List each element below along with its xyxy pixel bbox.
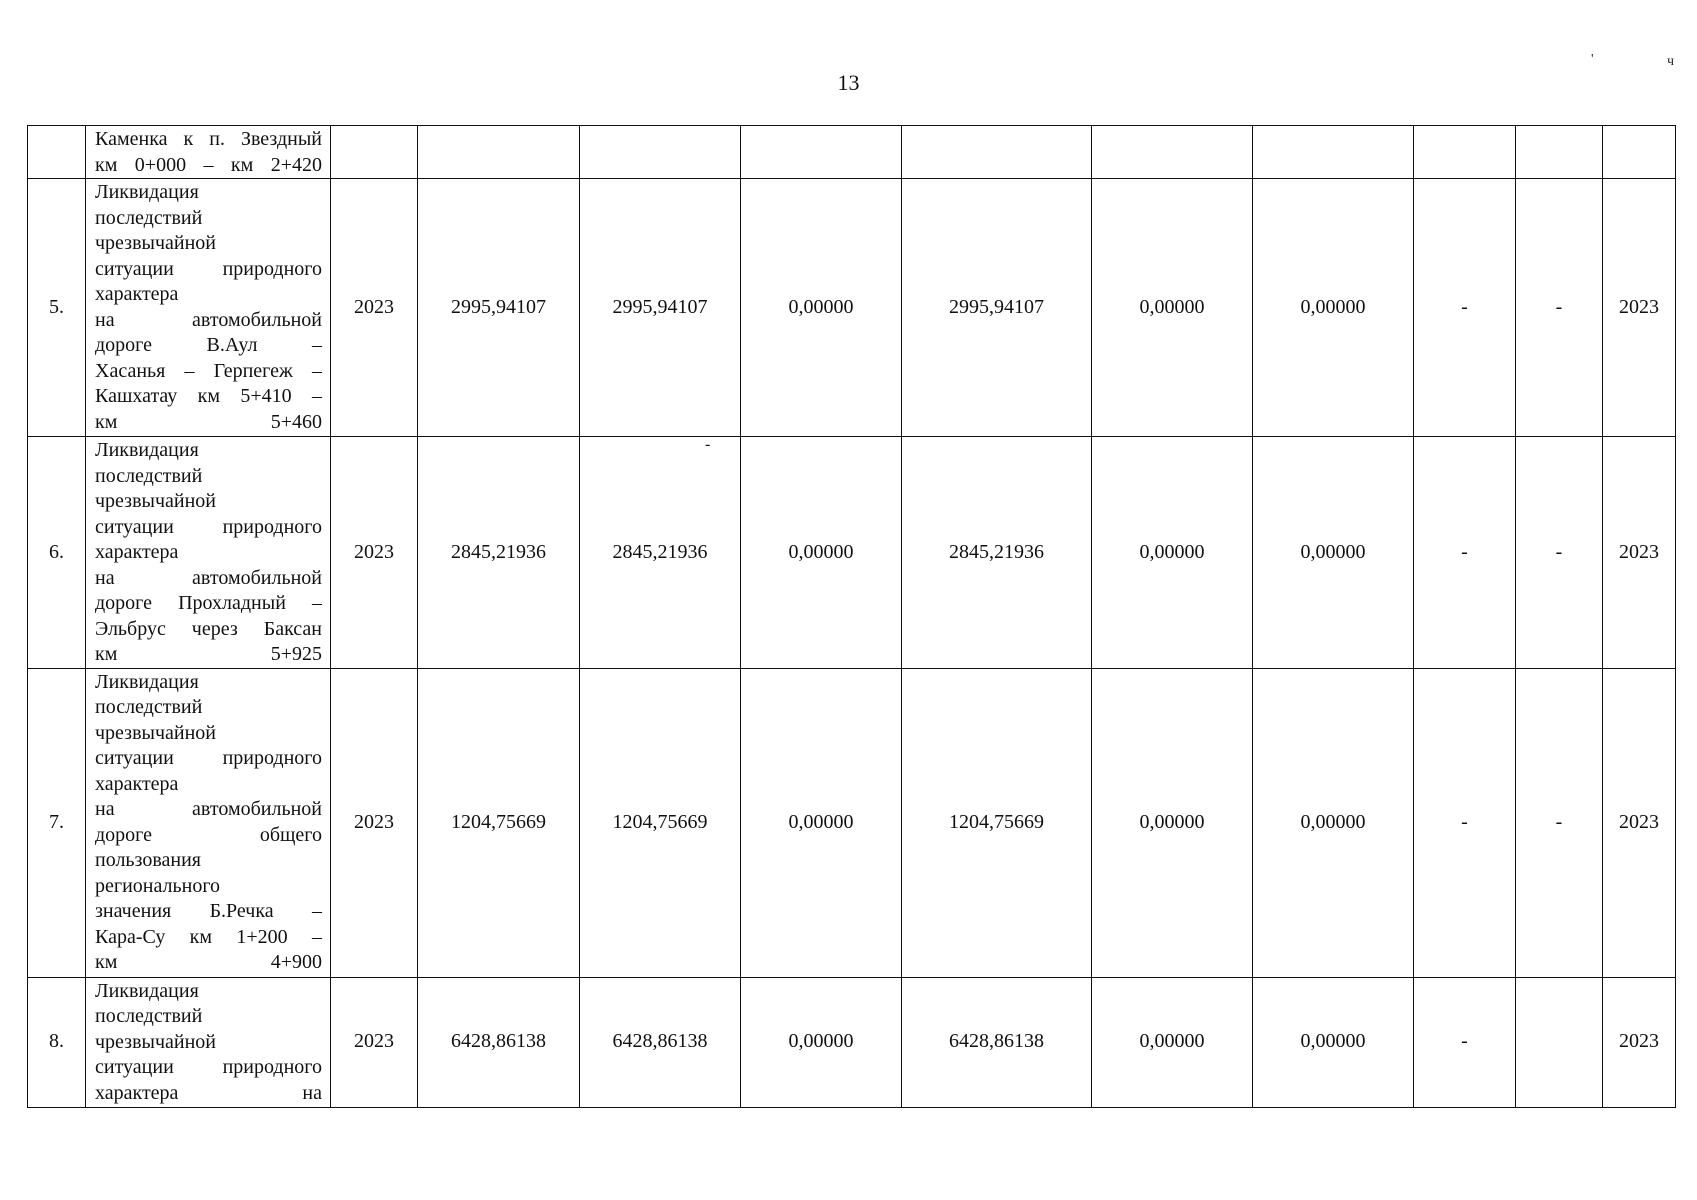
value-cell-col5 [902, 126, 1092, 179]
row-number: 8. [28, 977, 86, 1107]
description-line: дороге В.Аул – [95, 334, 322, 356]
description-line: км 0+000 – км 2+420 [95, 153, 322, 176]
table-row [28, 437, 1676, 669]
total-amount-cell: 6428,86138 [418, 977, 580, 1107]
value-cell-col7: 0,00000 [1253, 437, 1414, 669]
value-cell-col3: 2995,94107 [580, 179, 741, 437]
value-cell-col9 [1516, 977, 1603, 1107]
description-line: на автомобильной [95, 308, 322, 331]
description-line: Ликвидация [95, 181, 199, 203]
description-line: ситуации природного [95, 747, 322, 769]
description-line: чрезвычайной [95, 232, 217, 254]
end-year-cell: 2023 [1603, 179, 1676, 437]
description-line: Ликвидация [95, 439, 199, 461]
description-line: чрезвычайной [95, 490, 217, 512]
end-year-cell [1603, 126, 1676, 179]
description-line: км 5+460 [95, 410, 322, 433]
value-cell-col4 [741, 126, 902, 179]
start-year-cell: 2023 [331, 668, 418, 977]
value-cell-col8 [1414, 126, 1516, 179]
total-amount-cell: 2995,94107 [418, 179, 580, 437]
description-line: дороге общего [95, 823, 322, 846]
value-cell-col7: 0,00000 [1253, 668, 1414, 977]
description-line: пользования [95, 849, 201, 871]
value-cell-col6: 0,00000 [1092, 179, 1253, 437]
row-description [86, 437, 331, 669]
value-cell-col8: - [1414, 179, 1516, 437]
description-line: последствий [95, 206, 203, 229]
value-cell-col7 [1253, 126, 1414, 179]
value-cell-col7: 0,00000 [1253, 179, 1414, 437]
table-row [28, 668, 1676, 977]
program-table [27, 125, 1676, 1108]
row-number [28, 126, 86, 179]
value-cell-col9: - [1516, 179, 1603, 437]
value-cell-col6: 0,00000 [1092, 977, 1253, 1107]
value-cell-col3 [580, 126, 741, 179]
value-cell-col3: 1204,75669 [580, 668, 741, 977]
description-line: значения Б.Речка – [95, 900, 322, 922]
scan-mark: ' [1591, 52, 1594, 67]
description-line: ситуации природного [95, 515, 322, 538]
value-cell-col5: 6428,86138 [902, 977, 1092, 1107]
page-number: 13 [837, 70, 860, 95]
table-row [28, 126, 1676, 179]
row-number: 5. [28, 179, 86, 437]
value-cell-col5: 2845,21936 [902, 437, 1092, 669]
total-amount-cell [418, 126, 580, 179]
description-line: чрезвычайной [95, 721, 217, 744]
start-year-cell: 2023 [331, 179, 418, 437]
value-cell-col8: - [1414, 437, 1516, 669]
table-body [28, 126, 1676, 1108]
description-line: дороге Прохладный – [95, 592, 322, 614]
description-line: Кара-Су км 1+200 – [95, 925, 322, 948]
value-cell-col4: 0,00000 [741, 179, 902, 437]
table-row [28, 179, 1676, 437]
row-number: 6. [28, 437, 86, 669]
row-description [86, 126, 331, 179]
description-line: характера на [95, 1081, 322, 1104]
value-cell-col8: - [1414, 668, 1516, 977]
value-cell-col9 [1516, 126, 1603, 179]
description-line: Ликвидация [95, 670, 199, 693]
value-cell-col8: - [1414, 977, 1516, 1107]
description-line: ситуации природного [95, 257, 322, 280]
description-line: Ликвидация [95, 979, 199, 1002]
description-line: характера [95, 772, 179, 795]
description-line: Эльбрус через Баксан [95, 617, 322, 640]
total-amount-cell: 2845,21936 [418, 437, 580, 669]
table-row [28, 977, 1676, 1107]
description-line: км 4+900 [95, 951, 322, 973]
value-cell-col4: 0,00000 [741, 977, 902, 1107]
value-cell-col6 [1092, 126, 1253, 179]
value-cell-col5: 1204,75669 [902, 668, 1092, 977]
row-number: 7. [28, 668, 86, 977]
value-cell-col6: 0,00000 [1092, 668, 1253, 977]
description-line: характера [95, 541, 179, 563]
total-amount-cell: 1204,75669 [418, 668, 580, 977]
row-description [86, 977, 331, 1107]
description-line: последствий [95, 1005, 203, 1027]
description-line: км 5+925 [95, 643, 322, 665]
end-year-cell: 2023 [1603, 668, 1676, 977]
end-year-cell: 2023 [1603, 437, 1676, 669]
description-line: чрезвычайной [95, 1030, 217, 1053]
start-year-cell: 2023 [331, 437, 418, 669]
description-line: ситуации природного [95, 1056, 322, 1078]
value-cell-col9: - [1516, 668, 1603, 977]
stray-mark: - [705, 436, 711, 453]
value-cell-col9: - [1516, 437, 1603, 669]
description-line: Хасанья – Герпегеж – [95, 359, 322, 382]
row-description [86, 668, 331, 977]
description-line: Каменка к п. Звездный [95, 128, 322, 150]
description-line: характера [95, 283, 179, 305]
start-year-cell [331, 126, 418, 179]
description-line: на автомобильной [95, 798, 322, 820]
value-cell-col5: 2995,94107 [902, 179, 1092, 437]
description-line: на автомобильной [95, 566, 322, 589]
value-cell-col4: 0,00000 [741, 437, 902, 669]
description-line: Кашхатау км 5+410 – [95, 385, 322, 407]
description-line: регионального [95, 874, 221, 897]
description-line: последствий [95, 696, 203, 718]
value-cell-col3: 6428,86138 [580, 977, 741, 1107]
row-description [86, 179, 331, 437]
value-cell-col4: 0,00000 [741, 668, 902, 977]
value-cell-col3: 2845,21936 [580, 437, 741, 669]
value-cell-col6: 0,00000 [1092, 437, 1253, 669]
value-cell-col7: 0,00000 [1253, 977, 1414, 1107]
description-line: последствий [95, 464, 203, 487]
start-year-cell: 2023 [331, 977, 418, 1107]
end-year-cell: 2023 [1603, 977, 1676, 1107]
scan-mark: ч [1667, 54, 1675, 69]
